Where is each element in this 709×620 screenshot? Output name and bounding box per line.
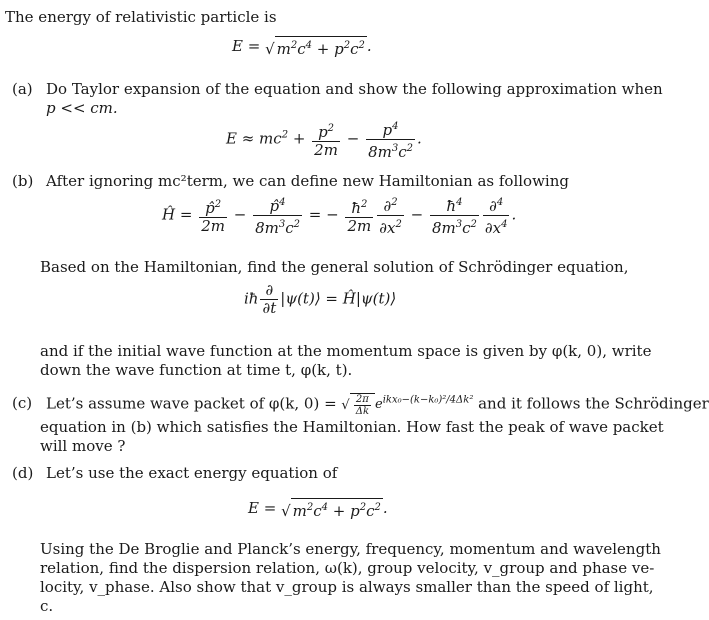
part-d-line5: c.: [40, 597, 54, 615]
part-a-line1: (a) Do Taylor expansion of the equation and show the following approximation when: [12, 80, 663, 98]
exact-energy-equation: E = √ $m^2c^4 + p^2c^2$ .: [248, 499, 388, 520]
taylor-approximation-equation: $E \approx mc^2$ + $\frac{p^2}{2m}$ − $\frac{p^4}{8m^3c^2}$ .: [226, 118, 422, 161]
part-d-line3: relation, find the dispersion relation, ω(k), group velocity, v_group and phase ve-: [40, 559, 655, 577]
part-b-line3: and if the initial wave function at the momentum space is given by φ(k, 0), write: [40, 342, 652, 360]
part-b-line4: down the wave function at time t, φ(k, t).: [40, 361, 353, 379]
part-c-line3: will move ?: [40, 437, 126, 455]
part-c-line2: equation in (b) which satisfies the Hamiltonian. How fast the peak of wave packet: [40, 418, 664, 436]
part-c-line1: (c) Let’s assume wave packet of φ(k, 0) = √ $\frac{2\pi}{\Delta k}$ $e^{ikx_0-(k-k_0)^2/4\Delta k^2}$ and it follows the Schrödinger: [12, 393, 709, 417]
hamiltonian-equation: Ĥ = $\frac{p̂^2}{2m}$ − $\frac{p̂^4}{8m^3c^2}$ = − $\frac{ħ^2}{2m}$ $\frac{\partial^2}{\partial x^2}$ − $\frac{ħ^4}{8m^3c^2}$ $\frac{\partial^4}{\partial x^4}$ .: [162, 194, 516, 237]
part-a-line2: p << cm.: [46, 99, 118, 117]
schrodinger-equation: iħ $\frac{\partial}{\partial t}$ |ψ(t)⟩ = Ĥ|ψ(t)⟩: [244, 281, 397, 317]
wave-packet-formula: √ $\frac{2\pi}{\Delta k}$ $e^{ikx_0-(k-k_0)^2/4\Delta k^2}$: [341, 393, 474, 417]
intro-text: The energy of relativistic particle is: [5, 8, 277, 26]
part-d-line4: locity, v_phase. Also show that v_group is always smaller than the speed of light,: [40, 578, 654, 596]
part-d-line1: (d) Let’s use the exact energy equation of: [12, 464, 338, 482]
part-d-line2: Using the De Broglie and Planck’s energy, frequency, momentum and wavelength: [40, 540, 661, 558]
part-b-line1: (b) After ignoring mc²term, we can define new Hamiltonian as following: [12, 172, 569, 190]
part-b-line2: Based on the Hamiltonian, find the general solution of Schrödinger equation,: [40, 258, 629, 276]
energy-equation: E = √ $m^2c^4 + p^2c^2$ .: [232, 37, 372, 58]
